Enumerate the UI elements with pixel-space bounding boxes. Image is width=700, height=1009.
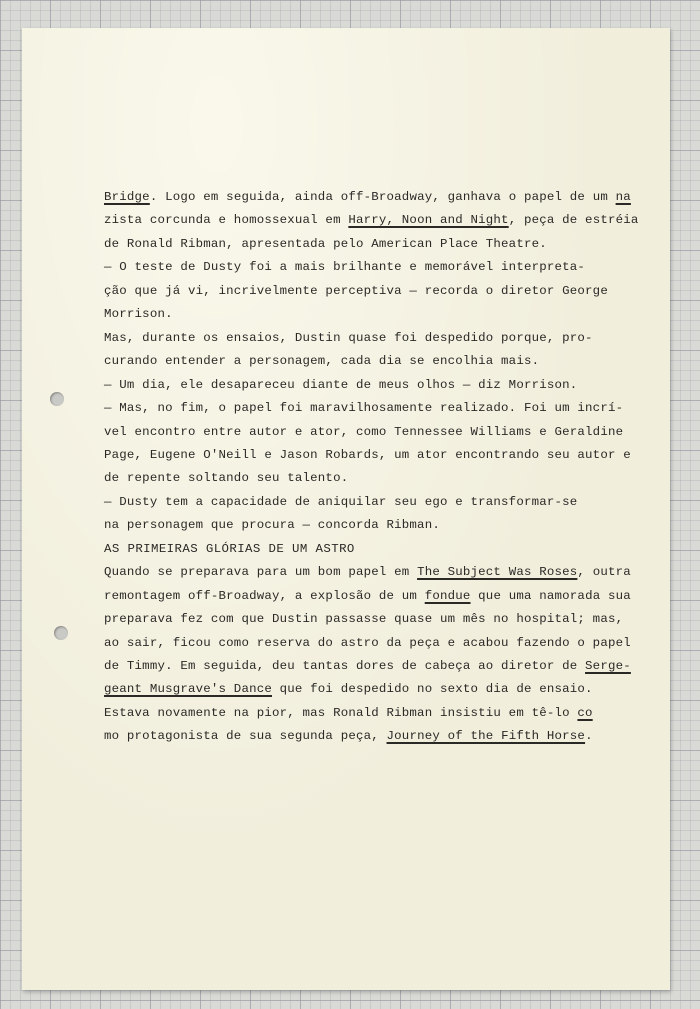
underlined-title: geant Musgrave's Dance bbox=[104, 682, 272, 697]
punch-hole bbox=[50, 392, 64, 406]
text-line bbox=[104, 448, 631, 462]
text-line bbox=[104, 354, 539, 368]
underlined-title: fondue bbox=[424, 588, 471, 603]
underlined-title: Serge- bbox=[585, 659, 631, 673]
text-segment: de repente soltando seu talento. bbox=[104, 471, 349, 486]
section-heading: AS PRIMEIRAS GLÓRIAS DE UM ASTRO bbox=[104, 541, 355, 556]
text-line bbox=[104, 307, 173, 321]
text-line bbox=[104, 495, 577, 509]
text-line bbox=[104, 636, 631, 650]
text-segment: de Ronald Ribman, apresentada pelo American Place Theatre. bbox=[104, 236, 547, 251]
text-segment: vel encontro entre autor e ator, como Tennessee Williams e Geraldine bbox=[104, 424, 624, 439]
text-line bbox=[104, 378, 577, 392]
text-segment: mo protagonista de sua segunda peça, bbox=[104, 729, 387, 744]
text-line bbox=[104, 659, 631, 673]
text-line bbox=[104, 213, 639, 227]
text-line bbox=[104, 729, 593, 743]
text-line bbox=[104, 425, 623, 439]
text-segment: Mas, durante os ensaios, Dustin quase foi despedido porque, pro- bbox=[104, 330, 593, 345]
text-line bbox=[104, 237, 547, 251]
text-line bbox=[104, 706, 593, 720]
text-segment: Estava novamente na pior, mas Ronald Ribman insistiu em tê-lo bbox=[104, 705, 578, 720]
text-segment: ção que já vi, incrivelmente perceptiva — recorda o diretor George bbox=[104, 283, 608, 298]
text-segment: remontagem off-Broadway, a explosão de um bbox=[104, 588, 425, 603]
text-line bbox=[104, 589, 631, 603]
text-line bbox=[104, 518, 440, 532]
text-line bbox=[104, 471, 348, 485]
text-segment: Quando se preparava para um bom papel em bbox=[104, 565, 418, 580]
text-segment: na personagem que procura — concorda Ribman. bbox=[104, 518, 440, 533]
text-segment: — Mas, no fim, o papel foi maravilhosamente realizado. Foi um incrí- bbox=[104, 401, 624, 416]
text-line bbox=[104, 542, 355, 556]
text-segment: — O teste de Dusty foi a mais brilhante e memorável interpreta- bbox=[104, 260, 586, 275]
text-segment: — Dusty tem a capacidade de aniquilar seu ego e transformar-se bbox=[104, 494, 578, 509]
text-segment: zista corcunda e homossexual em bbox=[104, 213, 349, 228]
text-segment: que foi despedido no sexto dia de ensaio. bbox=[271, 682, 593, 697]
text-line bbox=[104, 612, 623, 626]
text-line bbox=[104, 682, 593, 696]
underlined-title: The Subject Was Roses bbox=[417, 565, 578, 580]
text-line bbox=[104, 284, 608, 298]
text-segment: . Logo em seguida, ainda off-Broadway, ganhava o papel de um bbox=[149, 190, 616, 204]
text-line bbox=[104, 565, 631, 579]
text-segment: curando entender a personagem, cada dia se encolhia mais. bbox=[104, 354, 540, 369]
text-segment: — Um dia, ele desapareceu diante de meus olhos — diz Morrison. bbox=[104, 377, 578, 392]
text-line bbox=[104, 260, 585, 274]
text-segment: Page, Eugene O'Neill e Jason Robards, um ator encontrando seu autor e bbox=[104, 447, 631, 462]
text-segment: . bbox=[585, 729, 593, 744]
text-segment: , outra bbox=[577, 565, 631, 580]
underlined-title: Harry, Noon and Night bbox=[348, 213, 509, 228]
underlined-title: co bbox=[577, 705, 593, 720]
punch-hole bbox=[54, 626, 68, 640]
text-line bbox=[104, 331, 593, 345]
typewritten-page bbox=[22, 28, 670, 990]
underlined-title: Bridge bbox=[104, 190, 150, 204]
text-segment: , peça de estréia bbox=[508, 213, 639, 228]
text-segment: ao sair, ficou como reserva do astro da peça e acabou fazendo o papel bbox=[104, 635, 631, 650]
underlined-title: Journey of the Fifth Horse bbox=[386, 729, 586, 744]
text-line bbox=[104, 190, 631, 204]
text-segment: que uma namorada sua bbox=[470, 588, 631, 603]
text-segment: preparava fez com que Dustin passasse quase um mês no hospital; mas, bbox=[104, 612, 624, 627]
underlined-title: na bbox=[615, 190, 631, 204]
text-line bbox=[104, 401, 623, 415]
text-segment: Morrison. bbox=[104, 307, 173, 322]
text-segment: de Timmy. Em seguida, deu tantas dores de cabeça ao diretor de bbox=[104, 659, 586, 673]
